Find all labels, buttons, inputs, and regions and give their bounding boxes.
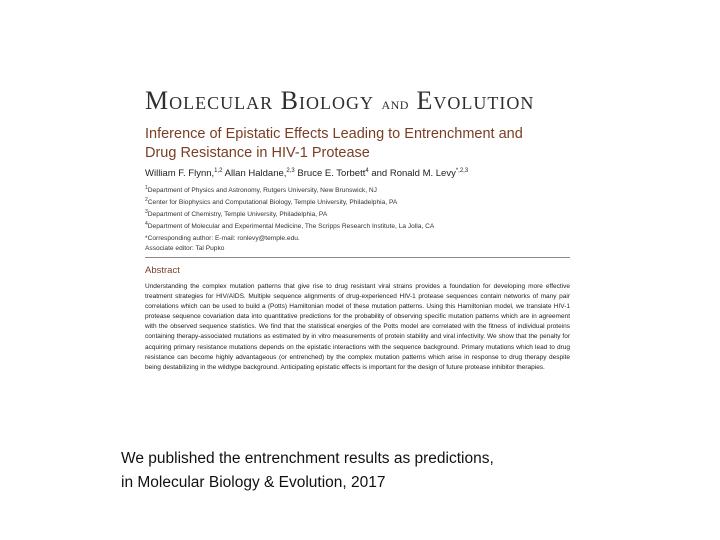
- affiliation-sup: 2: [145, 197, 148, 203]
- author-name: Bruce E. Torbett: [294, 168, 366, 180]
- affiliation: [145, 219, 585, 232]
- journal-name-part1: Molecular Biology: [145, 86, 374, 115]
- affiliation-sup: 3: [145, 209, 148, 215]
- abstract-text: Understanding the complex mutation patterns that give rise to drug resistant viral strains provides a foundation for developing more effective treatment strategies for HIV/AIDS. Multiple sequence alignments of drug-experienced HIV-1 protease sequences contain networks of many pair correlations which can be used to build a (Potts) Hamiltonian model of these mutation patterns. Using this Hamiltonian model, we translate HIV-1 protease sequence covariation data into quantitative predictions for the probability of observing specific mutation patterns which are in agreement with the observed sequence statistics. We find that the statistical energies of the Potts model are correlated with the fitness of individual proteins containing therapy-associated mutations as estimated by in vitro measurements of protein stability and viral infectivity. We show that the penalty for acquiring primary resistance mutations depends on the epistatic interactions with the sequence background. Primary mutations which lead to drug resistance can become highly advantageous (or entrenched) by the complex mutation patterns which arise in response to drug therapy despite being destabilizing in the wildtype background. Anticipating epistatic effects is important for the design of future protease inhibitor therapies.: [145, 283, 570, 371]
- article-title: [145, 125, 565, 163]
- affiliation-text: Department of Physics and Astronomy, Rutgers University, New Brunswick, NJ: [147, 187, 377, 195]
- author-list: [145, 168, 585, 179]
- affiliation-sup: 4: [145, 221, 148, 227]
- affiliation-text: Center for Biophysics and Computational Biology, Temple University, Philadelphia, PA: [147, 199, 398, 207]
- author-affil-sup: 2,3: [286, 168, 295, 174]
- journal-name-and: and: [381, 94, 409, 113]
- section-divider: [145, 257, 570, 258]
- affiliation-text: Department of Molecular and Experimental Medicine, The Scripps Research Institute, La Jolla, CA: [147, 223, 435, 231]
- author-affil-sup: 4: [365, 168, 369, 174]
- corresponding-author: *Corresponding author: E-mail: ronlevy@temple.edu.: [145, 235, 300, 242]
- author-affil-sup: *,2,3: [455, 168, 469, 174]
- article-title-line1: Inference of Epistatic Effects Leading to Entrenchment and: [145, 126, 523, 142]
- slide-caption: [121, 447, 601, 495]
- caption-line2: in Molecular Biology & Evolution, 2017: [121, 474, 386, 491]
- affiliation-text: Department of Chemistry, Temple University, Philadelphia, PA: [147, 211, 328, 219]
- author-affil-sup: 1,2: [214, 168, 223, 174]
- affiliation-sup: 1: [145, 185, 148, 191]
- abstract-heading: Abstract: [145, 265, 180, 276]
- author-name: and Ronald M. Levy: [368, 168, 456, 180]
- article-title-line2: Drug Resistance in HIV-1 Protease: [145, 145, 370, 161]
- caption-line1: We published the entrenchment results as predictions,: [121, 450, 494, 467]
- author-name: Allan Haldane,: [222, 168, 287, 180]
- journal-masthead: [145, 86, 625, 116]
- journal-name-part2: Evolution: [416, 86, 535, 115]
- author-name: William F. Flynn,: [145, 168, 215, 180]
- associate-editor: Associate editor: Tal Pupko: [145, 245, 225, 252]
